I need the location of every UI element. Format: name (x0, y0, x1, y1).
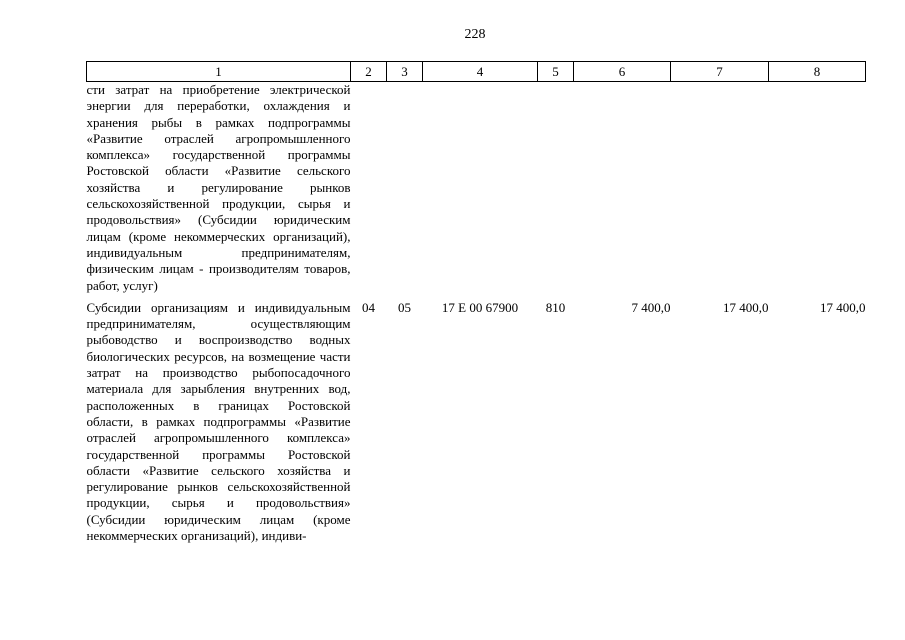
row-amount-2 (671, 82, 769, 294)
header-cell-4: 4 (423, 62, 538, 82)
row-subsection: 05 (398, 299, 411, 315)
row-amount-1 (574, 82, 671, 294)
row-amount-1: 7 400,0 (631, 299, 671, 315)
row-expense-type (538, 82, 574, 294)
row-section (351, 82, 387, 294)
page-number: 228 (464, 27, 486, 42)
budget-table (86, 61, 866, 544)
header-row (87, 62, 866, 82)
row-description: Субсидии организациям и индивидуальным предпринимателям, осуществляющим рыбоводство и воспроизводство водных биологических ресурсов, на возмещение части затрат на производство рыбопосадочного материала для зарыбления внутренних вод, расположенных в границах Ростовской области, в рамках подпрограммы «Развитие отраслей агропромышленного комплекса» государственной программы Ростовской области «Развитие сельского хозяйства и регулирование рынков сельскохозяйственной продукции, сырья и продовольствия» (Субсидии юридическим лицам (кроме некоммерческих организаций), индиви- (86, 299, 351, 544)
row-amount-2: 17 400,0 (723, 299, 769, 315)
table-row (87, 82, 866, 294)
row-amount-3 (769, 82, 866, 294)
header-cell-3: 3 (387, 62, 423, 82)
row-target-article (423, 82, 538, 294)
row-subsection (387, 82, 423, 294)
header-cell-6: 6 (574, 62, 671, 82)
row-section: 04 (362, 299, 375, 315)
row-amount-3: 17 400,0 (820, 299, 866, 315)
header-cell-5: 5 (538, 62, 574, 82)
row-description: сти затрат на приобретение электрической энергии для переработки, охлаждения и хранения рыбы в рамках подпрограммы «Развитие отраслей агропромышленного комплекса» государственной программы Ростовской области «Развитие сельского хозяйства и регулирование рынков сельскохозяйственной продукции, сырья и продовольствия» (Субсидии юридическим лицам (кроме некоммерческих организаций), индивидуальным предпринимателям, физическим лицам - производителям товаров, работ, услуг) (86, 82, 351, 293)
header-cell-2: 2 (351, 62, 387, 82)
header-cell-8: 8 (769, 62, 866, 82)
table-row (87, 300, 866, 544)
header-cell-7: 7 (671, 62, 769, 82)
row-target-article: 17 Е 00 67900 (441, 299, 519, 315)
header-cell-1: 1 (87, 62, 351, 82)
row-expense-type: 810 (545, 299, 566, 315)
